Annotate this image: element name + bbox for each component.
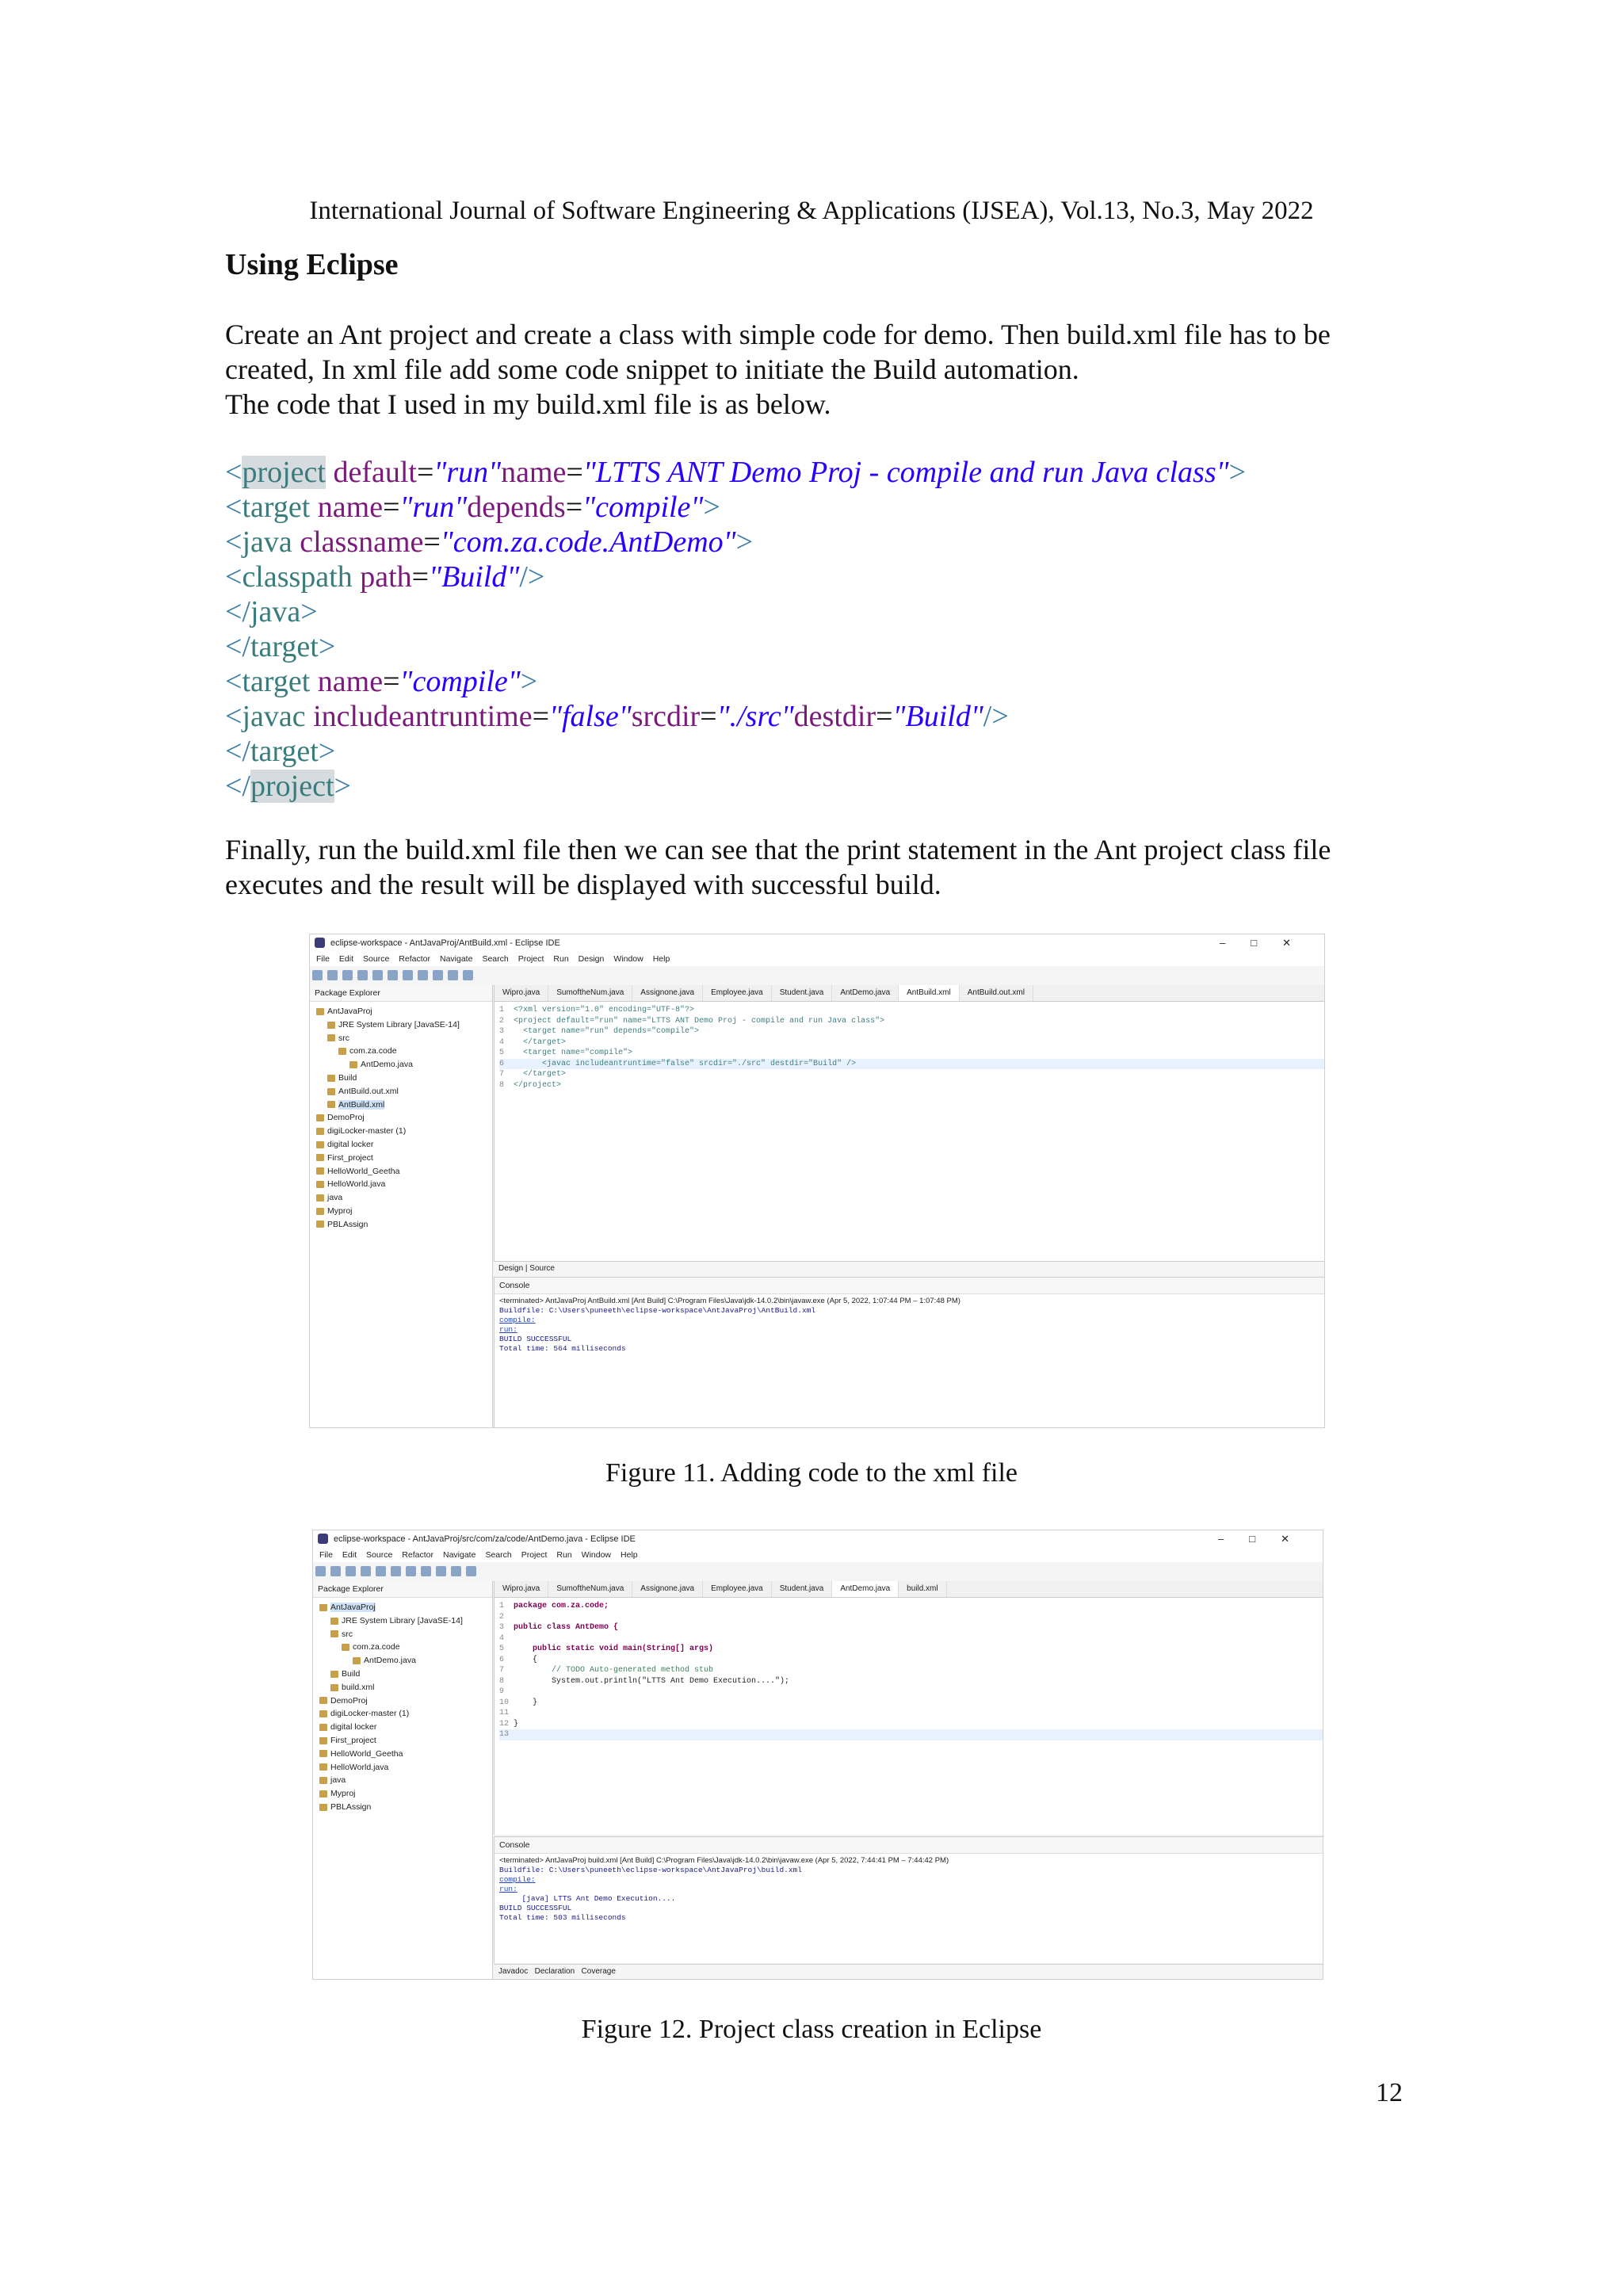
menu-item[interactable]: Source: [366, 1550, 393, 1560]
editor-tab[interactable]: AntBuild.out.xml: [960, 985, 1033, 1001]
code-line-5: </java>: [225, 595, 318, 628]
project-icon: [319, 1790, 327, 1797]
section-title: Using Eclipse: [225, 248, 399, 281]
tree-item[interactable]: build.xml: [319, 1681, 492, 1694]
tree-item[interactable]: HelloWorld_Geetha: [319, 1748, 492, 1761]
tree-item[interactable]: HelloWorld_Geetha: [316, 1165, 492, 1179]
forward-icon[interactable]: [463, 970, 473, 980]
print-icon[interactable]: [342, 970, 353, 980]
intro-paragraph: [225, 317, 1406, 422]
menu-item[interactable]: Design: [578, 954, 605, 964]
project-icon: [316, 1221, 324, 1228]
forward-icon[interactable]: [466, 1566, 476, 1576]
java-file-icon: [353, 1657, 361, 1664]
source-tab[interactable]: Source: [529, 1264, 555, 1273]
result-line: executes and the result will be displayed with successful build.: [225, 869, 941, 900]
result-paragraph: [225, 832, 1406, 902]
project-icon: [319, 1777, 327, 1784]
editor-tab[interactable]: Wipro.java: [495, 1581, 548, 1597]
project-icon: [319, 1763, 327, 1771]
project-tree: [310, 1002, 492, 1232]
tree-item[interactable]: Myproj: [319, 1787, 492, 1801]
window-controls[interactable]: –□✕: [1220, 937, 1316, 949]
menu-item[interactable]: Project: [517, 954, 544, 964]
project-icon: [319, 1737, 327, 1744]
console-title: Console: [495, 1837, 1323, 1854]
print-icon[interactable]: [346, 1566, 356, 1576]
library-icon: [330, 1618, 338, 1625]
tree-item[interactable]: DemoProj: [316, 1111, 492, 1125]
code-line-8: <javac includeantruntime="false"srcdir="./src"destdir="Build"/>: [225, 700, 1009, 733]
figure-11-caption: Figure 11. Adding code to the xml file: [605, 1458, 1018, 1488]
toolbar: [310, 966, 1324, 986]
window-title: eclipse-workspace - AntJavaProj/AntBuild.xml - Eclipse IDE –□✕: [310, 934, 1324, 952]
journal-header: International Journal of Software Engineering & Applications (IJSEA), Vol.13, No.3, May 2022: [309, 197, 1314, 225]
tree-item[interactable]: HelloWorld.java: [316, 1178, 492, 1191]
intro-line: The code that I used in my build.xml file is as below.: [225, 388, 831, 420]
menu-item[interactable]: Window: [613, 954, 643, 964]
code-line-6: </target>: [225, 630, 336, 663]
editor-tab[interactable]: Student.java: [772, 985, 833, 1001]
tree-item[interactable]: com.za.code: [316, 1045, 492, 1058]
menu-item[interactable]: Edit: [338, 954, 354, 964]
back-icon[interactable]: [448, 970, 458, 980]
folder-icon: [330, 1630, 338, 1637]
tree-item[interactable]: AntBuild.xml: [316, 1098, 492, 1112]
project-icon: [319, 1804, 327, 1811]
java-editor[interactable]: [494, 1581, 1323, 1835]
menu-item[interactable]: Source: [363, 954, 390, 964]
debug-icon[interactable]: [361, 1566, 371, 1576]
editor-tab[interactable]: Assignone.java: [632, 985, 703, 1001]
xml-file-icon: [330, 1684, 338, 1691]
package-explorer: [313, 1581, 493, 1979]
xml-editor[interactable]: [494, 985, 1324, 1261]
tree-item[interactable]: AntDemo.java: [316, 1058, 492, 1072]
console-view: [494, 1277, 1324, 1427]
menu-item[interactable]: Navigate: [439, 954, 473, 964]
project-icon: [316, 1154, 324, 1161]
design-tab[interactable]: Design: [498, 1264, 524, 1273]
editor-tab[interactable]: SumoftheNum.java: [548, 1581, 632, 1597]
tree-item[interactable]: Build: [316, 1072, 492, 1085]
folder-icon: [327, 1075, 335, 1082]
search-icon[interactable]: [436, 1566, 446, 1576]
tree-item[interactable]: HelloWorld.java: [319, 1761, 492, 1775]
search-icon[interactable]: [433, 970, 443, 980]
project-icon: [316, 1208, 324, 1215]
menu-item[interactable]: Refactor: [402, 1550, 433, 1560]
javadoc-tab[interactable]: Javadoc: [498, 1967, 529, 1976]
editor-tab[interactable]: Assignone.java: [632, 1581, 703, 1597]
menu-item[interactable]: Edit: [342, 1550, 357, 1560]
code-line-7: <target name="compile">: [225, 665, 538, 698]
console-view: [494, 1836, 1323, 1963]
tree-item[interactable]: Build: [319, 1668, 492, 1681]
new-package-icon[interactable]: [406, 1566, 416, 1576]
editor-tab[interactable]: Wipro.java: [495, 985, 548, 1001]
page-number: 12: [1376, 2078, 1403, 2107]
tree-item[interactable]: PBLAssign: [319, 1801, 492, 1814]
build-xml-code: [225, 455, 1246, 804]
menu-item[interactable]: Window: [581, 1550, 612, 1560]
tree-item[interactable]: JRE System Library [JavaSE-14]: [316, 1018, 492, 1032]
tree-item[interactable]: digital locker: [319, 1721, 492, 1734]
project-tree: [313, 1598, 492, 1814]
new-icon[interactable]: [315, 1566, 326, 1576]
menu-item[interactable]: Project: [521, 1550, 548, 1560]
xml-source: 1 <?xml version="1.0" encoding="UTF-8"?> 2 <project default="run" name="LTTS ANT Demo Proj - compile and run Java class"> 3 <target name="run" depends="compile"> 4 </target> 5 <target name="compile"> 6 <javac includeantruntime="false" srcdir="./src" destdir="Build" /> 7 </target> 8 </project>: [495, 1002, 1324, 1091]
debug-icon[interactable]: [357, 970, 368, 980]
library-icon: [327, 1022, 335, 1029]
external-tools-icon[interactable]: [391, 1566, 401, 1576]
code-line-2: <target name="run"depends="compile">: [225, 491, 720, 524]
menu-item[interactable]: Run: [553, 954, 569, 964]
intro-line: Create an Ant project and create a class with simple code for demo. Then build.xml file has to be: [225, 319, 1331, 350]
menu-item[interactable]: Navigate: [442, 1550, 476, 1560]
figure-12-screenshot: [312, 1530, 1323, 1980]
xml-file-icon: [327, 1088, 335, 1095]
java-file-icon: [349, 1061, 357, 1068]
menu-item[interactable]: File: [316, 954, 330, 964]
package-explorer-title: Package Explorer: [310, 985, 492, 1002]
declaration-tab[interactable]: Declaration: [534, 1967, 575, 1976]
tree-item[interactable]: AntDemo.java: [319, 1654, 492, 1668]
window-title: eclipse-workspace - AntJavaProj/src/com/za/code/AntDemo.java - Eclipse IDE –□✕: [313, 1530, 1323, 1548]
tree-item[interactable]: src: [319, 1628, 492, 1641]
new-package-icon[interactable]: [403, 970, 413, 980]
code-line-4: <classpath path="Build"/>: [225, 560, 545, 594]
code-line-9: </target>: [225, 735, 336, 768]
tree-item[interactable]: PBLAssign: [316, 1218, 492, 1232]
editor-tab[interactable]: Employee.java: [703, 1581, 772, 1597]
code-line-10: </project>: [225, 770, 351, 803]
editor-tabs: [495, 1581, 1323, 1598]
tree-item[interactable]: AntJavaProj: [316, 1005, 492, 1018]
tree-item[interactable]: digital locker: [316, 1138, 492, 1152]
project-icon: [316, 1141, 324, 1148]
project-icon: [316, 1167, 324, 1175]
java-source: 1 package com.za.code; 2 3 public class AntDemo { 4 5 public static void main(String[] args) 6 { 7 // TODO Auto-generated method stub 8 System.out.println("LTTS Ant Demo Execution...."); 9 10 } 11 12 } 13: [495, 1598, 1323, 1740]
project-icon: [316, 1194, 324, 1201]
intro-line: created, In xml file add some code snippet to initiate the Build automation.: [225, 353, 1079, 385]
tree-item[interactable]: java: [319, 1774, 492, 1787]
editor-tab-active[interactable]: AntBuild.xml: [899, 985, 960, 1001]
editor-tab[interactable]: SumoftheNum.java: [548, 985, 632, 1001]
save-icon[interactable]: [327, 970, 338, 980]
folder-icon: [330, 1671, 338, 1678]
project-icon: [316, 1114, 324, 1121]
code-line-3: <java classname="com.za.code.AntDemo">: [225, 525, 754, 559]
project-icon: [316, 1008, 324, 1015]
menu-item[interactable]: Help: [621, 1550, 638, 1560]
menu-item[interactable]: Help: [652, 954, 670, 964]
code-line-1: <project default="run"name="LTTS ANT Demo Proj - compile and run Java class">: [225, 456, 1247, 489]
package-icon: [338, 1048, 346, 1055]
menu-bar: [310, 952, 1324, 966]
editor-tab[interactable]: Student.java: [772, 1581, 833, 1597]
open-type-icon[interactable]: [421, 1566, 431, 1576]
project-icon: [319, 1697, 327, 1704]
editor-tabs: [495, 985, 1324, 1002]
design-source-tabs: Design | Source: [494, 1261, 1324, 1276]
package-explorer: [310, 985, 493, 1427]
editor-tab-active[interactable]: AntDemo.java: [832, 1581, 899, 1597]
window-controls[interactable]: –□✕: [1218, 1533, 1315, 1545]
console-title: Console: [495, 1278, 1324, 1294]
coverage-tab[interactable]: Coverage: [581, 1967, 616, 1976]
editor-tab[interactable]: build.xml: [899, 1581, 946, 1597]
folder-icon: [327, 1034, 335, 1041]
package-explorer-title: Package Explorer: [313, 1581, 492, 1598]
menu-item[interactable]: Search: [482, 954, 509, 964]
open-type-icon[interactable]: [418, 970, 428, 980]
tree-item[interactable]: java: [316, 1191, 492, 1205]
tree-item[interactable]: First_project: [319, 1734, 492, 1748]
run-icon[interactable]: [372, 970, 383, 980]
tree-item[interactable]: AntJavaProj: [319, 1601, 492, 1614]
eclipse-icon: [315, 938, 325, 948]
tree-item[interactable]: digiLocker-master (1): [319, 1707, 492, 1721]
project-icon: [319, 1724, 327, 1731]
project-icon: [316, 1128, 324, 1135]
eclipse-icon: [318, 1534, 328, 1544]
console-output: <terminated> AntJavaProj AntBuild.xml [Ant Build] C:\Program Files\Java\jdk-14.0.2\bin\javaw.exe (Apr 5, 2022, 1:07:44 PM – 1:07:48 PM) Buildfile: C:\Users\puneeth\eclipse-workspace\AntJavaProj\AntBuild.xml compile: run: BUILD SUCCESSFUL Total time: 564 milliseconds: [499, 1297, 960, 1353]
package-icon: [342, 1644, 349, 1651]
menu-item[interactable]: File: [319, 1550, 333, 1560]
run-icon[interactable]: [376, 1566, 386, 1576]
console-output: <terminated> AntJavaProj build.xml [Ant Build] C:\Program Files\Java\jdk-14.0.2\bin\javaw.exe (Apr 5, 2022, 7:44:41 PM – 7:44:42 PM) Buildfile: C:\Users\puneeth\eclipse-workspace\AntJavaProj\build.xml compile: run: [java] LTTS Ant Demo Execution.... BUILD SUCCESSFUL Total time: 503 milliseconds: [499, 1856, 949, 1922]
new-icon[interactable]: [312, 970, 323, 980]
xml-file-icon: [327, 1101, 335, 1108]
tree-item[interactable]: com.za.code: [319, 1641, 492, 1654]
menu-item[interactable]: Search: [485, 1550, 512, 1560]
figure-12-caption: Figure 12. Project class creation in Eclipse: [581, 2015, 1042, 2044]
tree-item[interactable]: AntBuild.out.xml: [316, 1085, 492, 1098]
menu-item[interactable]: Refactor: [399, 954, 430, 964]
bottom-view-tabs: [494, 1964, 1323, 1979]
tree-item[interactable]: src: [316, 1032, 492, 1045]
tree-item[interactable]: DemoProj: [319, 1694, 492, 1708]
tree-item[interactable]: JRE System Library [JavaSE-14]: [319, 1614, 492, 1628]
menu-item[interactable]: Run: [556, 1550, 572, 1560]
project-icon: [319, 1710, 327, 1717]
save-icon[interactable]: [330, 1566, 341, 1576]
tree-item[interactable]: First_project: [316, 1152, 492, 1165]
external-tools-icon[interactable]: [388, 970, 398, 980]
editor-tab[interactable]: AntDemo.java: [832, 985, 899, 1001]
project-icon: [319, 1750, 327, 1757]
tree-item[interactable]: Myproj: [316, 1205, 492, 1218]
toolbar: [313, 1562, 1323, 1582]
figure-11-screenshot: [309, 934, 1325, 1428]
back-icon[interactable]: [451, 1566, 461, 1576]
project-icon: [319, 1604, 327, 1611]
menu-bar: [313, 1548, 1323, 1562]
editor-tab[interactable]: Employee.java: [703, 985, 772, 1001]
tree-item[interactable]: digiLocker-master (1): [316, 1125, 492, 1138]
project-icon: [316, 1181, 324, 1188]
result-line: Finally, run the build.xml file then we can see that the print statement in the Ant project class file: [225, 834, 1331, 865]
